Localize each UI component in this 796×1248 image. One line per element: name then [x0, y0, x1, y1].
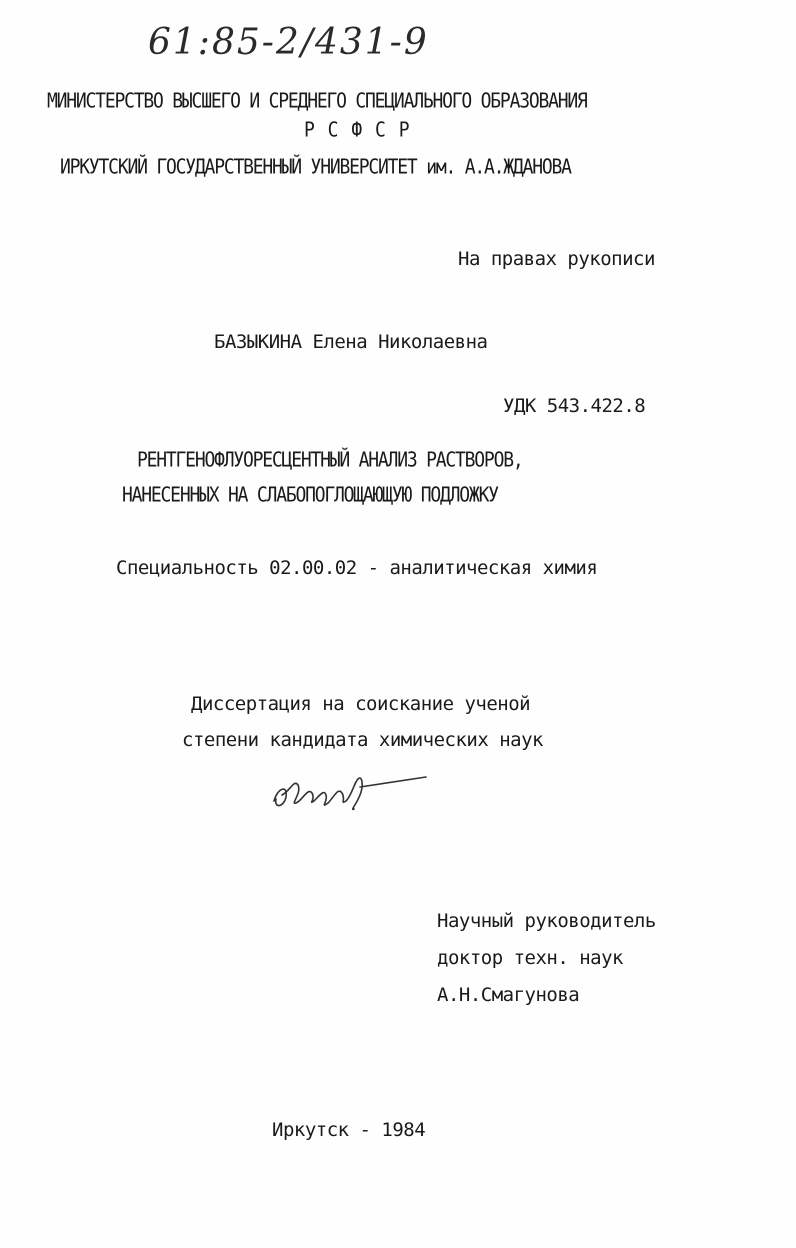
archive-code-handwritten: 61:85-2/431-9 — [148, 22, 429, 63]
manuscript-rights-note: На правах рукописи — [458, 248, 655, 270]
ministry-header: МИНИСТЕРСТВО ВЫСШЕГО И СРЕДНЕГО СПЕЦИАЛЬНОГО ОБРАЗОВАНИЯ — [47, 89, 587, 114]
republic-header: Р С Ф С Р — [304, 118, 411, 143]
udc-code: УДК 543.422.8 — [503, 395, 646, 417]
supervisor-rank: доктор техн. наук — [437, 947, 623, 969]
thesis-title-line2: НАНЕСЕННЫХ НА СЛАБОПОГЛОЩАЮЩУЮ ПОДЛОЖКУ — [122, 483, 498, 508]
author-name: БАЗЫКИНА Елена Николаевна — [214, 331, 488, 353]
specialty: Специальность 02.00.02 - аналитическая химия — [116, 557, 598, 579]
supervisor-name: А.Н.Смагунова — [437, 984, 580, 1006]
author-signature — [268, 765, 438, 825]
thesis-title-line1: РЕНТГЕНОФЛУОРЕСЦЕНТНЫЙ АНАЛИЗ РАСТВОРОВ, — [137, 448, 523, 473]
degree-line2: степени кандидата химических наук — [182, 729, 543, 751]
university-header: ИРКУТСКИЙ ГОСУДАРСТВЕННЫЙ УНИВЕРСИТЕТ им. А.А.ЖДАНОВА — [60, 155, 571, 180]
supervisor-role: Научный руководитель — [437, 910, 656, 932]
degree-line1: Диссертация на соискание ученой — [191, 693, 531, 715]
place-and-year: Иркутск - 1984 — [272, 1119, 426, 1141]
